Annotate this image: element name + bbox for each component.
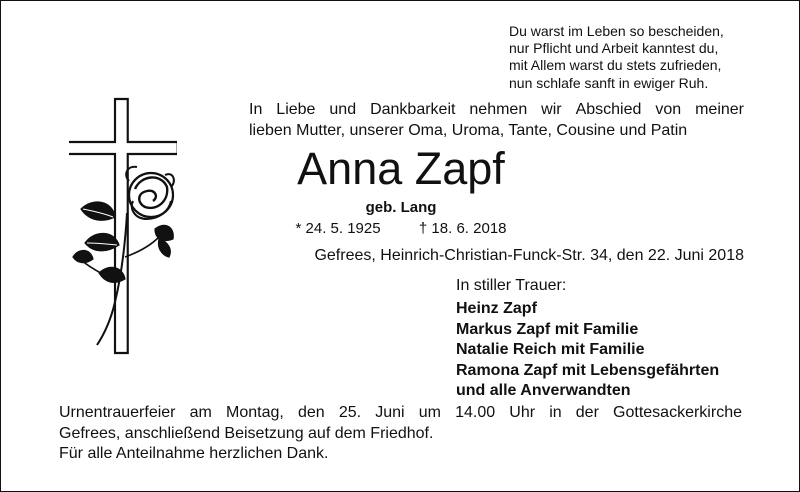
mourner-name: Ramona Zapf mit Lebensgefährten: [456, 361, 720, 379]
poem: [509, 23, 771, 92]
intro-word: In: [249, 101, 263, 118]
birth-date: * 24. 5. 1925: [295, 220, 381, 237]
intro-word: nehmen: [469, 101, 528, 118]
ceremony-word: in: [549, 404, 562, 421]
maiden-name: geb. Lang: [365, 199, 437, 216]
deceased-name: Anna Zapf: [297, 143, 505, 194]
ceremony-word: den: [297, 404, 325, 421]
ceremony-line-2: Gefrees, anschließend Beisetzung auf dem Friedhof.: [59, 425, 434, 442]
ceremony-word: Juni: [375, 404, 405, 421]
ceremony-word: der: [575, 404, 599, 421]
ceremony-text: [59, 402, 742, 444]
ceremony-word: Uhr: [509, 404, 536, 421]
ceremony-word: Gottesackerkirche: [613, 404, 742, 421]
ceremony-line-1: [59, 402, 742, 423]
poem-line: Du warst im Leben so bescheiden,: [509, 23, 724, 39]
intro-word: meiner: [695, 101, 744, 118]
mourners-heading: In stiller Trauer:: [456, 277, 567, 294]
ceremony-word: 25.: [338, 404, 362, 421]
mourners-list: [456, 299, 719, 402]
intro-text: [249, 99, 744, 141]
poem-line: mit Allem warst du stets zufrieden,: [509, 57, 722, 74]
intro-word: Liebe: [276, 101, 316, 118]
place-and-date: Gefrees, Heinrich-Christian-Funck-Str. 34, den 22. Juni 2018: [314, 247, 744, 264]
intro-word: wir: [541, 101, 562, 118]
mourner-name: Natalie Reich mit Familie: [456, 341, 645, 358]
ceremony-word: Montag,: [226, 404, 284, 421]
ceremony-word: Urnentrauerfeier: [59, 404, 176, 421]
intro-word: und: [329, 101, 357, 118]
thanks-text: Für alle Anteilnahme herzlichen Dank.: [59, 445, 329, 462]
intro-line-1: [249, 99, 744, 120]
intro-line-2: lieben Mutter, unserer Oma, Uroma, Tante, Cousine und Patin: [249, 122, 688, 139]
poem-line: nur Pflicht und Arbeit kanntest du,: [509, 40, 719, 57]
ceremony-word: am: [189, 404, 212, 421]
ceremony-word: um: [418, 404, 441, 421]
mourner-name: Heinz Zapf: [456, 300, 537, 317]
intro-word: Abschied: [575, 101, 642, 118]
ceremony-word: 14.00: [455, 404, 496, 421]
poem-line: nun schlafe sanft in ewiger Ruh.: [509, 74, 709, 91]
mourner-name: und alle Anverwandten: [456, 382, 631, 399]
mourner-name: Markus Zapf mit Familie: [456, 320, 639, 338]
intro-word: von: [655, 101, 682, 118]
death-date: † 18. 6. 2018: [418, 220, 507, 237]
life-dates: [1, 220, 800, 237]
intro-word: Dankbarkeit: [370, 101, 456, 118]
